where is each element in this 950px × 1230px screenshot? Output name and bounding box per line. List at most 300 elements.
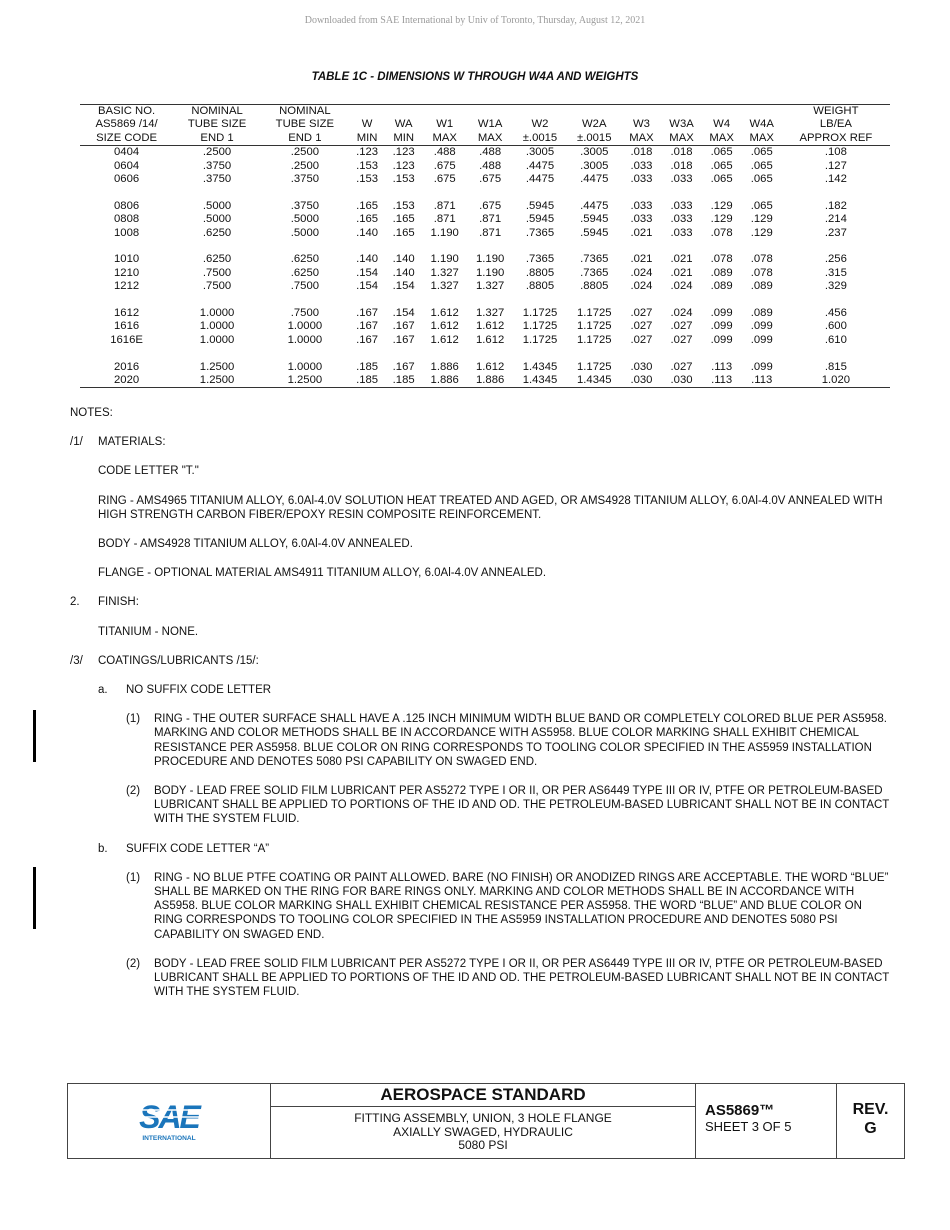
table-cell: .033 xyxy=(630,173,653,186)
note-text: CODE LETTER "T." xyxy=(98,465,199,478)
table-cell: .871 xyxy=(433,199,456,212)
table-cell: 1.1725 xyxy=(522,307,558,320)
table-cell: .154 xyxy=(356,266,379,279)
column-header xyxy=(385,105,422,119)
table-cell: .123 xyxy=(392,159,415,172)
change-bar xyxy=(33,710,36,762)
table-cell: .129 xyxy=(750,226,773,239)
table-cell: .456 xyxy=(824,307,847,320)
table-cell: .140 xyxy=(392,266,415,279)
column-header: NOMINAL xyxy=(261,105,349,119)
dimensions-table xyxy=(80,104,890,388)
note-text: TITANIUM - NONE. xyxy=(98,625,199,638)
table-cell: .099 xyxy=(750,333,773,346)
table-cell: .030 xyxy=(621,374,661,388)
table-cell: .5000 xyxy=(290,213,320,226)
table-cell: 2020 xyxy=(80,374,173,388)
notes-section xyxy=(70,406,890,999)
table-cell: .089 xyxy=(750,307,773,320)
item-text: RING - NO BLUE PTFE COATING OR PAINT ALLOWED. BARE (NO FINISH) OR ANODIZED RINGS ARE ACCEPTABLE. THE WORD “BLUE” SHALL BE MARKED ON THE RING FOR BARE RINGS ONLY. MARKING AND COLOR METHODS SHALL BE IN ACCORDANCE WITH AS5958. BLUE COLOR MARKING SHALL EXHIBIT CHEMICAL RESISTANCE PER AS5958. THE WORD “BLUE” AND BLUE COLOR ON RING CORRESPONDS TO TOOLING COLOR SPECIFIED IN THE AS5959 INSTALLATION PROCEDURE AND DENOTES 5080 PSI CAPABILITY ON SWAGED END. xyxy=(154,871,889,941)
table-header xyxy=(80,105,890,146)
note-3b-2 xyxy=(126,957,890,1000)
table-cell: .027 xyxy=(630,320,653,333)
column-header: W4 xyxy=(713,118,731,131)
table-cell: .065 xyxy=(750,199,773,212)
table-cell: .113 xyxy=(702,374,742,388)
note-number: /3/ xyxy=(70,654,83,667)
note-text: RING - AMS4965 TITANIUM ALLOY, 6.0Al-4.0V SOLUTION HEAT TREATED AND AGED, OR AMS4928 TITANIUM ALLOY, 6.0Al-4.0V ANNEALED WITH HIGH STRENGTH CARBON FIBER/EPOXY RESIN COMPOSITE REINFORCEMENT. xyxy=(98,494,883,521)
table-cell: .4475 xyxy=(580,173,609,186)
table-cell: .065 xyxy=(750,146,773,159)
table-cell: .167 xyxy=(392,333,415,346)
table-cell: 1.1725 xyxy=(576,360,612,373)
note-2 xyxy=(70,595,890,609)
table-cell: 1.886 xyxy=(422,374,467,388)
table-cell: 1.0000 xyxy=(287,320,323,333)
table-cell: 1.327 xyxy=(430,266,459,279)
column-header xyxy=(513,105,567,119)
table-cell: .6250 xyxy=(202,226,232,239)
table-cell: 1.4345 xyxy=(513,374,567,388)
table-cell: .185 xyxy=(385,374,422,388)
table-cell: .099 xyxy=(750,320,773,333)
column-header: ±.0015 xyxy=(513,132,567,146)
table-cell: .027 xyxy=(670,333,693,346)
group-spacer xyxy=(80,347,890,360)
column-header: NOMINAL xyxy=(173,105,261,119)
table-cell: .027 xyxy=(630,333,653,346)
table-cell: 0806 xyxy=(114,199,140,212)
table-cell: 1.2500 xyxy=(261,374,349,388)
table-cell: .7500 xyxy=(202,266,232,279)
table-title: TABLE 1C - DIMENSIONS W THROUGH W4A AND WEIGHTS xyxy=(311,71,639,83)
table-cell: .021 xyxy=(670,266,693,279)
logo-main-text: SAE xyxy=(139,1099,199,1135)
table-cell: .256 xyxy=(824,253,847,266)
column-header: ±.0015 xyxy=(567,132,621,146)
table-cell: .7500 xyxy=(290,280,320,293)
table-cell: .127 xyxy=(824,159,847,172)
table-cell: 1.190 xyxy=(475,253,505,266)
table-cell: .065 xyxy=(750,159,773,172)
column-header: W1A xyxy=(477,118,503,131)
table-cell: .675 xyxy=(433,159,456,172)
table-cell: .153 xyxy=(392,199,415,212)
table-cell: .024 xyxy=(630,266,653,279)
table-cell: .6250 xyxy=(290,266,320,279)
table-cell: .030 xyxy=(662,374,702,388)
part-description xyxy=(271,1107,695,1158)
table-cell: 1.2500 xyxy=(199,360,235,373)
table-cell: .5945 xyxy=(580,226,609,239)
table-cell: 1.612 xyxy=(430,333,459,346)
table-cell: .167 xyxy=(356,333,379,346)
note-3a-2 xyxy=(126,784,890,827)
table-cell: .488 xyxy=(433,146,456,159)
item-title: SUFFIX CODE LETTER “A” xyxy=(126,842,270,855)
logo-sub-text: INTERNATIONAL xyxy=(142,1135,196,1142)
description-line: 5080 PSI xyxy=(458,1138,508,1152)
table-row xyxy=(80,307,890,320)
table-cell: .165 xyxy=(356,213,379,226)
group-spacer xyxy=(80,186,890,199)
table-cell: .129 xyxy=(750,213,773,226)
column-header xyxy=(742,105,782,119)
table-cell: .5945 xyxy=(580,213,609,226)
table-cell: 1210 xyxy=(114,266,140,279)
table-cell: .315 xyxy=(824,266,847,279)
table-cell: .675 xyxy=(479,199,502,212)
table-cell: .033 xyxy=(670,173,693,186)
item-title: NO SUFFIX CODE LETTER xyxy=(126,684,272,697)
column-header: MAX xyxy=(742,132,782,146)
column-header: WA xyxy=(394,118,413,131)
column-header xyxy=(349,105,386,119)
table-cell: .018 xyxy=(670,146,693,159)
table-cell: 1.0000 xyxy=(199,307,235,320)
note-number: 2. xyxy=(70,596,80,609)
note-number: /1/ xyxy=(70,436,83,449)
item-number: (1) xyxy=(126,713,141,726)
table-cell: .6250 xyxy=(202,253,232,266)
note-3b xyxy=(98,842,890,856)
table-row xyxy=(80,213,890,226)
column-header: SIZE CODE xyxy=(80,132,173,146)
column-header: MAX xyxy=(702,132,742,146)
notes-heading: NOTES: xyxy=(70,407,113,419)
table-cell: 1.2500 xyxy=(173,374,261,388)
table-cell: .3750 xyxy=(290,173,320,186)
table-cell: .488 xyxy=(479,159,502,172)
table-row xyxy=(80,280,890,293)
table-cell: 1612 xyxy=(114,307,140,320)
table-cell: .4475 xyxy=(525,159,555,172)
table-cell: .078 xyxy=(710,253,733,266)
table-cell: 1616 xyxy=(114,320,140,333)
table-cell: 1.1725 xyxy=(576,320,612,333)
revision-label: REV. xyxy=(852,1101,889,1118)
column-header: WEIGHT xyxy=(782,105,890,119)
table-cell: .033 xyxy=(630,213,653,226)
table-cell: .488 xyxy=(479,146,502,159)
table-cell: 1.612 xyxy=(430,320,459,333)
table-cell: .4475 xyxy=(525,173,555,186)
item-number: (2) xyxy=(126,957,141,970)
table-cell: .6250 xyxy=(290,253,320,266)
table-cell: .033 xyxy=(670,226,693,239)
table-cell: .329 xyxy=(824,280,847,293)
column-header: W xyxy=(361,118,373,131)
table-cell: .154 xyxy=(392,307,415,320)
table-row xyxy=(80,361,890,374)
table-cell: 1.190 xyxy=(475,266,505,279)
item-letter: b. xyxy=(98,842,108,855)
table-cell: .123 xyxy=(356,146,379,159)
table-cell: 1010 xyxy=(114,253,140,266)
sheet-number: SHEET 3 OF 5 xyxy=(705,1119,792,1134)
table-cell: .129 xyxy=(710,213,733,226)
header-row xyxy=(80,132,890,146)
note-3b-1 xyxy=(126,871,890,942)
table-cell: .142 xyxy=(824,173,847,186)
column-header: MAX xyxy=(467,132,512,146)
table-cell: .154 xyxy=(392,280,415,293)
column-header: TUBE SIZE xyxy=(187,118,247,131)
table-cell: .7365 xyxy=(525,253,555,266)
table-cell: .5945 xyxy=(525,199,555,212)
revision-value: G xyxy=(864,1120,877,1137)
standard-type: AEROSPACE STANDARD xyxy=(271,1084,695,1107)
column-header: W2 xyxy=(531,118,549,131)
table-cell: .153 xyxy=(356,173,379,186)
table-cell: .021 xyxy=(630,226,653,239)
table-cell: .021 xyxy=(670,253,693,266)
header-row xyxy=(80,118,890,131)
column-header xyxy=(702,105,742,119)
table-cell: .815 xyxy=(824,360,847,373)
table-cell: 1.327 xyxy=(475,307,505,320)
table-cell: 1.612 xyxy=(430,307,459,320)
table-cell: .030 xyxy=(630,360,653,373)
table-cell: .5000 xyxy=(202,199,232,212)
column-header: END 1 xyxy=(261,132,349,146)
table-cell: .3005 xyxy=(580,146,609,159)
table-cell: 1.1725 xyxy=(522,333,558,346)
description-line: FITTING ASSEMBLY, UNION, 3 HOLE FLANGE xyxy=(354,1111,612,1125)
revision-block xyxy=(837,1084,904,1158)
table-cell: .024 xyxy=(670,280,693,293)
table-cell: .182 xyxy=(824,199,847,212)
table-row xyxy=(80,253,890,266)
table-cell: .033 xyxy=(630,199,653,212)
table-cell: 0606 xyxy=(114,173,140,186)
column-header: W3A xyxy=(669,118,694,131)
column-header: W4A xyxy=(749,118,774,131)
column-header: MIN xyxy=(385,132,422,146)
table-row xyxy=(80,200,890,213)
table-body xyxy=(80,146,890,388)
table-cell: .027 xyxy=(630,307,653,320)
table-cell: .165 xyxy=(392,213,415,226)
table-cell: .165 xyxy=(356,199,379,212)
table-row xyxy=(80,146,890,160)
column-header: MAX xyxy=(422,132,467,146)
table-cell: 0404 xyxy=(114,146,140,159)
table-cell: 1.327 xyxy=(430,280,459,293)
table-cell: .600 xyxy=(824,320,847,333)
table-cell: .140 xyxy=(356,253,379,266)
table-cell: 1.190 xyxy=(430,226,459,239)
table-cell: 1.1725 xyxy=(522,320,558,333)
table-cell: 1.886 xyxy=(430,360,459,373)
table-cell: .5000 xyxy=(290,226,320,239)
table-row xyxy=(80,334,890,347)
table-cell: .113 xyxy=(742,374,782,388)
note-3a-1 xyxy=(126,712,890,769)
table-cell: .099 xyxy=(710,320,733,333)
table-cell: .018 xyxy=(630,146,653,159)
table-cell: .3005 xyxy=(525,146,555,159)
table-cell: .3750 xyxy=(202,173,232,186)
table-cell: .021 xyxy=(630,253,653,266)
column-header: MAX xyxy=(621,132,661,146)
table-cell: 1616E xyxy=(110,333,143,346)
table-cell: .108 xyxy=(824,146,847,159)
table-cell: .024 xyxy=(630,280,653,293)
table-cell: .089 xyxy=(710,280,733,293)
table-cell: .089 xyxy=(710,266,733,279)
column-header xyxy=(567,105,621,119)
item-number: (2) xyxy=(126,785,141,798)
table-cell: .5000 xyxy=(202,213,232,226)
table-cell: .185 xyxy=(349,374,386,388)
table-cell: .099 xyxy=(710,333,733,346)
item-number: (1) xyxy=(126,871,141,884)
note-text: FLANGE - OPTIONAL MATERIAL AMS4911 TITANIUM ALLOY, 6.0Al-4.0V ANNEALED. xyxy=(98,567,547,580)
table-cell: .033 xyxy=(630,159,653,172)
table-cell: .2500 xyxy=(290,159,320,172)
note-title: FINISH: xyxy=(98,596,139,609)
column-header xyxy=(621,105,661,119)
table-cell: 2016 xyxy=(114,360,140,373)
standard-number: AS5869™ xyxy=(705,1102,775,1119)
table-cell: .675 xyxy=(479,173,502,186)
table-cell: .7500 xyxy=(202,280,232,293)
column-header: MIN xyxy=(349,132,386,146)
table-cell: 1.1725 xyxy=(576,307,612,320)
note-title: MATERIALS: xyxy=(98,436,166,449)
group-spacer xyxy=(80,240,890,253)
table-cell: .214 xyxy=(824,213,847,226)
table-cell: .8805 xyxy=(580,280,609,293)
table-cell: 1.020 xyxy=(782,374,890,388)
table-cell: .018 xyxy=(670,159,693,172)
table-cell: .089 xyxy=(750,280,773,293)
table-cell: .123 xyxy=(392,146,415,159)
item-letter: a. xyxy=(98,684,108,697)
table-row xyxy=(80,227,890,240)
table-row xyxy=(80,173,890,186)
header-row xyxy=(80,105,890,119)
description-line: AXIALLY SWAGED, HYDRAULIC xyxy=(393,1124,573,1139)
table-cell: .5945 xyxy=(525,213,555,226)
table-cell: .153 xyxy=(392,173,415,186)
column-header xyxy=(422,105,467,119)
table-cell: 1.190 xyxy=(430,253,459,266)
table-cell: .140 xyxy=(392,253,415,266)
table-cell: 1.4345 xyxy=(567,374,621,388)
table-cell: 1.0000 xyxy=(287,360,323,373)
table-cell: 1.886 xyxy=(467,374,512,388)
table-cell: .7500 xyxy=(290,307,320,320)
table-cell: 1.1725 xyxy=(576,333,612,346)
table-cell: .065 xyxy=(710,173,733,186)
column-header: AS5869 /14/ xyxy=(95,118,158,131)
table-cell: 1.0000 xyxy=(287,333,323,346)
table-row xyxy=(80,267,890,280)
sae-logo xyxy=(68,1084,271,1158)
table-cell: .078 xyxy=(750,253,773,266)
table-cell: .078 xyxy=(710,226,733,239)
table-cell: .871 xyxy=(479,213,502,226)
column-header: BASIC NO. xyxy=(80,105,173,119)
note-title: COATINGS/LUBRICANTS /15/: xyxy=(98,654,259,667)
table-cell: 1.612 xyxy=(475,320,505,333)
table-cell: 1.0000 xyxy=(199,333,235,346)
table-cell: .129 xyxy=(710,199,733,212)
change-bar xyxy=(33,867,36,929)
column-header: APPROX REF xyxy=(782,132,890,146)
table-cell: .065 xyxy=(750,173,773,186)
note-3 xyxy=(70,654,890,668)
table-cell: 1.327 xyxy=(475,280,505,293)
table-cell: .3750 xyxy=(290,199,320,212)
table-cell: .099 xyxy=(750,360,773,373)
table-cell: .3005 xyxy=(580,159,609,172)
table-cell: .165 xyxy=(392,226,415,239)
download-watermark: Downloaded from SAE International by Univ of Toronto, Thursday, August 12, 2021 xyxy=(304,15,646,26)
table-cell: .078 xyxy=(750,266,773,279)
table-cell: .167 xyxy=(356,320,379,333)
standard-description xyxy=(271,1084,696,1158)
table-cell: 1.4345 xyxy=(522,360,558,373)
table-cell: .167 xyxy=(392,360,415,373)
table-row xyxy=(80,320,890,333)
table-cell: .027 xyxy=(670,360,693,373)
table-cell: .185 xyxy=(356,360,379,373)
table-cell: .167 xyxy=(392,320,415,333)
table-cell: .099 xyxy=(710,307,733,320)
table-cell: 1212 xyxy=(114,280,140,293)
table-cell: .7365 xyxy=(525,226,555,239)
table-row xyxy=(80,374,890,388)
standard-number-block xyxy=(696,1084,837,1158)
table-cell: 1.612 xyxy=(475,360,505,373)
note-3a xyxy=(98,683,890,697)
table-cell: .4475 xyxy=(580,199,609,212)
column-header: W3 xyxy=(632,118,650,131)
table-cell: .7365 xyxy=(580,266,609,279)
table-cell: .154 xyxy=(356,280,379,293)
table-cell: .237 xyxy=(824,226,847,239)
table-cell: .7365 xyxy=(580,253,609,266)
column-header: LB/EA xyxy=(819,118,852,131)
item-text: RING - THE OUTER SURFACE SHALL HAVE A .125 INCH MINIMUM WIDTH BLUE BAND OR COMPLETELY COLORED BLUE PER AS5958. MARKING AND COLOR METHODS SHALL BE IN ACCORDANCE WITH AS5958. BLUE COLOR MARKING SHALL EXHIBIT CHEMICAL RESISTANCE PER AS5958. BLUE COLOR ON RING CORRESPONDS TO TOOLING COLOR SPECIFIED IN THE AS5959 INSTALLATION PROCEDURE AND DENOTES 5080 PSI CAPABILITY ON SWAGED END. xyxy=(154,713,887,768)
table-cell: .871 xyxy=(433,213,456,226)
column-header xyxy=(467,105,512,119)
item-text: BODY - LEAD FREE SOLID FILM LUBRICANT PER AS5272 TYPE I OR II, OR PER AS6449 TYPE III OR IV, PTFE OR PETROLEUM-BASED LUBRICANT SHALL BE APPLIED TO PORTIONS OF THE ID AND OD. THE PETROLEUM-BASED LUBRICANT SHALL NOT BE IN CONTACT WITH THE SYSTEM FLUID. xyxy=(154,957,890,999)
column-header: W2A xyxy=(582,118,607,131)
table-cell: .610 xyxy=(824,333,847,346)
table-cell: .153 xyxy=(356,159,379,172)
title-block xyxy=(67,1083,905,1159)
table-cell: .027 xyxy=(670,320,693,333)
table-row xyxy=(80,160,890,173)
column-header: W1 xyxy=(436,118,454,131)
sae-logo-icon xyxy=(129,1098,209,1144)
table-cell: .065 xyxy=(710,159,733,172)
table-cell: .3750 xyxy=(202,159,232,172)
table-cell: .2500 xyxy=(290,146,320,159)
table-cell: .2500 xyxy=(202,146,232,159)
table-cell: .113 xyxy=(711,360,733,373)
table-cell: 1.612 xyxy=(475,333,505,346)
note-text: BODY - AMS4928 TITANIUM ALLOY, 6.0Al-4.0V ANNEALED. xyxy=(98,538,413,551)
table-cell: .140 xyxy=(356,226,379,239)
group-spacer xyxy=(80,294,890,307)
note-1 xyxy=(70,435,890,449)
table-cell: .8805 xyxy=(525,280,555,293)
